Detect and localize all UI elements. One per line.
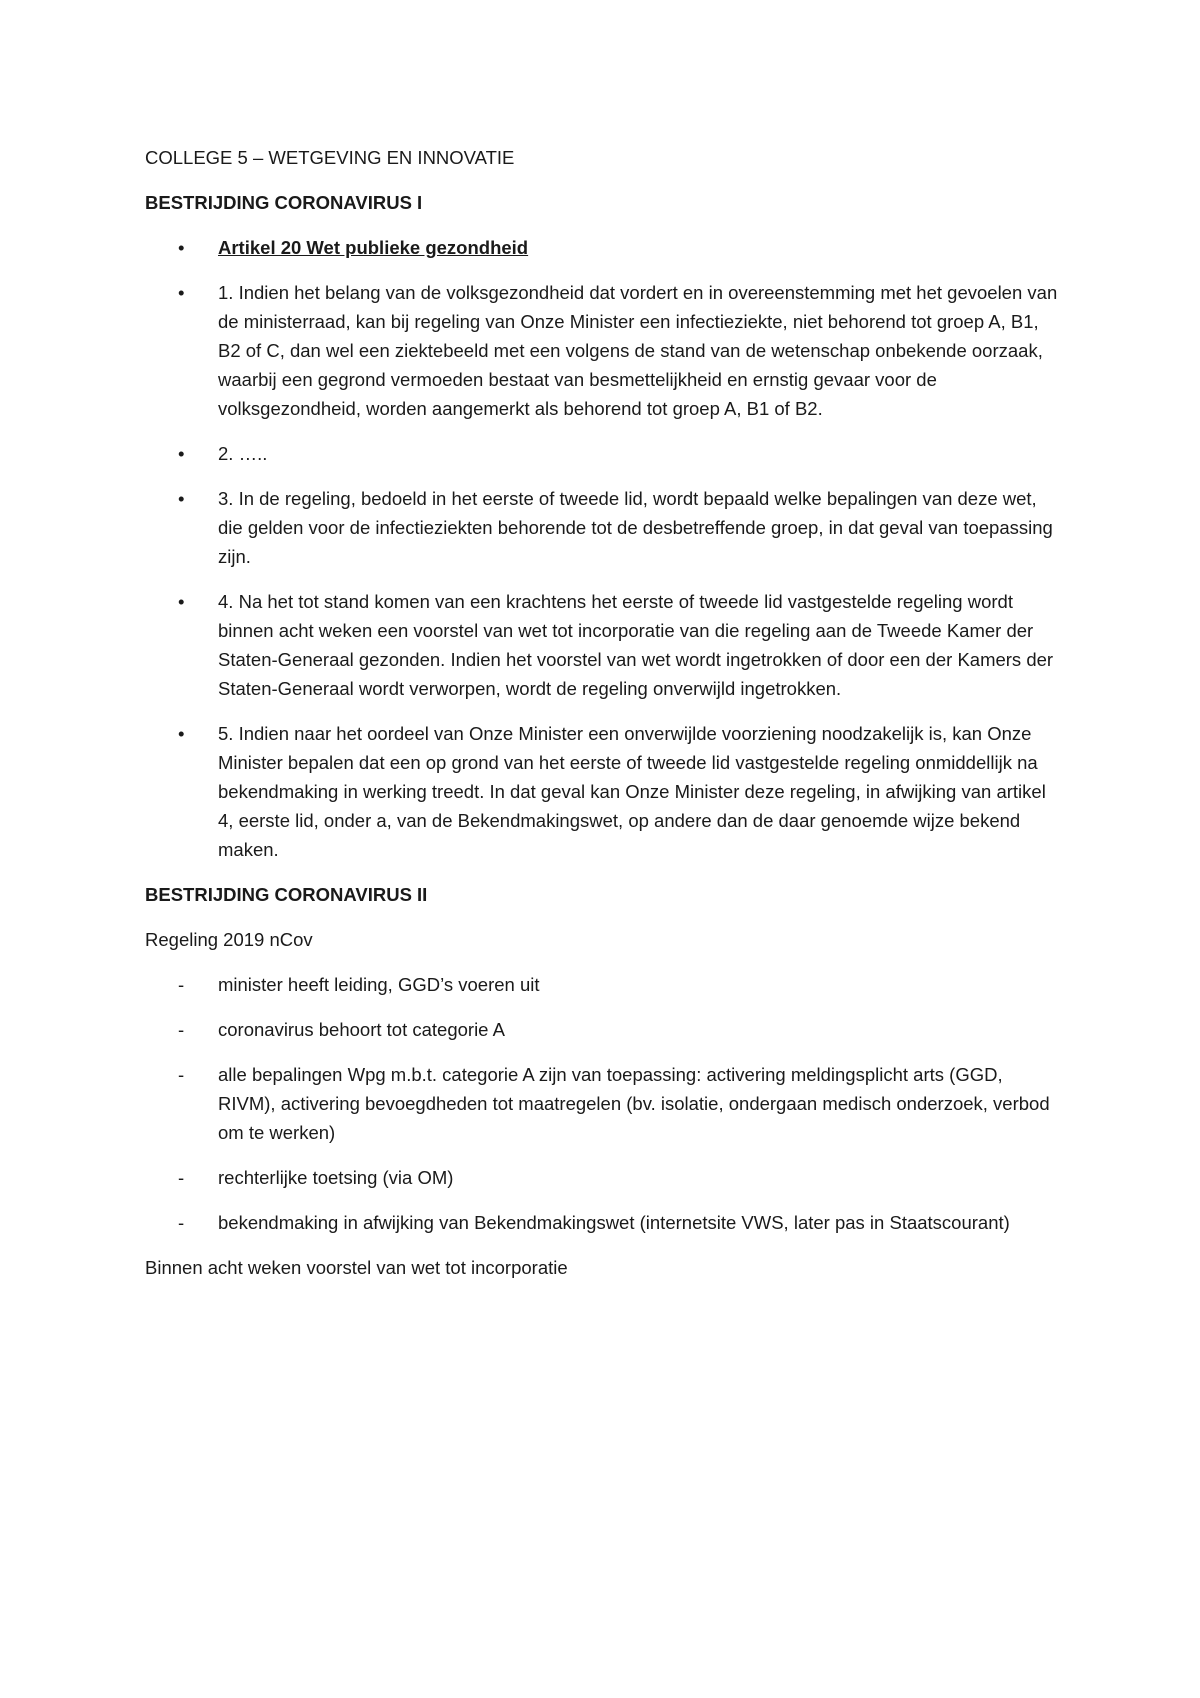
section-heading-coronavirus-2: BESTRIJDING CORONAVIRUS II [145,884,428,905]
paragraph-text: ….. [233,443,268,464]
list-item-paragraph-4 [145,587,1065,703]
list-item-text: alle bepalingen Wpg m.b.t. categorie A zijn van toepassing: activering meldingsplicht arts (GGD, RIVM), activering bevoegdheden tot maatregelen (bv. isolatie, ondergaan medisch onderzoek, verbod om te werken) [218,1064,1050,1143]
dash-marker: - [178,1212,185,1233]
list-item-paragraph-2 [145,439,1065,468]
dash-marker: - [178,1019,185,1040]
section-heading-coronavirus-1: BESTRIJDING CORONAVIRUS I [145,192,423,213]
regulation-subtitle: Regeling 2019 nCov [145,929,313,950]
regulation-points-list [145,970,1065,1237]
bullet-marker: • [178,237,185,258]
bullet-marker: • [178,488,185,509]
paragraph-number: 2. [218,443,234,464]
document-title: COLLEGE 5 – WETGEVING EN INNOVATIE [145,147,515,168]
paragraph-number: 1. [218,282,234,303]
list-item [145,1163,1065,1192]
article-title: Artikel 20 Wet publieke gezondheid [218,237,529,258]
list-item [145,970,1065,999]
list-item-paragraph-3 [145,484,1065,571]
closing-line: Binnen acht weken voorstel van wet tot incorporatie [145,1257,568,1278]
paragraph-number: 5. [218,723,234,744]
list-item-article-title [145,233,1065,262]
paragraph-text: In de regeling, bedoeld in het eerste of tweede lid, wordt bepaald welke bepalingen van deze wet, die gelden voor de infectieziekten behorende tot de desbetreffende groep, in dat geval van toepassing zijn. [218,488,1053,567]
list-item-text: rechterlijke toetsing (via OM) [218,1167,454,1188]
document-page [145,143,1065,1298]
bullet-marker: • [178,723,185,744]
list-item-text: minister heeft leiding, GGD’s voeren uit [218,974,540,995]
paragraph-text: Indien naar het oordeel van Onze Minister een onverwijlde voorziening noodzakelijk is, kan Onze Minister bepalen dat een op grond van het eerste of tweede lid vastgestelde regeling onmiddellijk na bekendmaking in werking treedt. In dat geval kan Onze Minister deze regeling, in afwijking van artikel 4, eerste lid, onder a, van de Bekendmakingswet, op andere dan de daar genoemde wijze bekend maken. [218,723,1046,860]
bullet-marker: • [178,591,185,612]
list-item [145,1208,1065,1237]
paragraph-number: 4. [218,591,234,612]
list-item-paragraph-5 [145,719,1065,864]
list-item-paragraph-1 [145,278,1065,423]
bullet-marker: • [178,443,185,464]
list-item-text: bekendmaking in afwijking van Bekendmakingswet (internetsite VWS, later pas in Staatscourant) [218,1212,1010,1233]
dash-marker: - [178,1167,185,1188]
list-item-text: coronavirus behoort tot categorie A [218,1019,505,1040]
paragraph-text: Na het tot stand komen van een krachtens het eerste of tweede lid vastgestelde regeling wordt binnen acht weken een voorstel van wet tot incorporatie van die regeling aan de Tweede Kamer der Staten-Generaal gezonden. Indien het voorstel van wet wordt ingetrokken of door een der Kamers der Staten-Generaal wordt verworpen, wordt de regeling onverwijld ingetrokken. [218,591,1054,699]
list-item [145,1015,1065,1044]
dash-marker: - [178,1064,185,1085]
paragraph-text: Indien het belang van de volksgezondheid dat vordert en in overeenstemming met het gevoelen van de ministerraad, kan bij regeling van Onze Minister een infectieziekte, niet behorend tot groep A, B1, B2 of C, dan wel een ziektebeeld met een volgens de stand van de wetenschap onbekende oorzaak, waarbij een gegrond vermoeden bestaat van besmettelijkheid en ernstig gevaar voor de volksgezondheid, worden aangemerkt als behorend tot groep A, B1 of B2. [218,282,1058,419]
paragraph-number: 3. [218,488,234,509]
dash-marker: - [178,974,185,995]
list-item [145,1060,1065,1147]
bullet-marker: • [178,282,185,303]
article-20-list [145,233,1065,864]
